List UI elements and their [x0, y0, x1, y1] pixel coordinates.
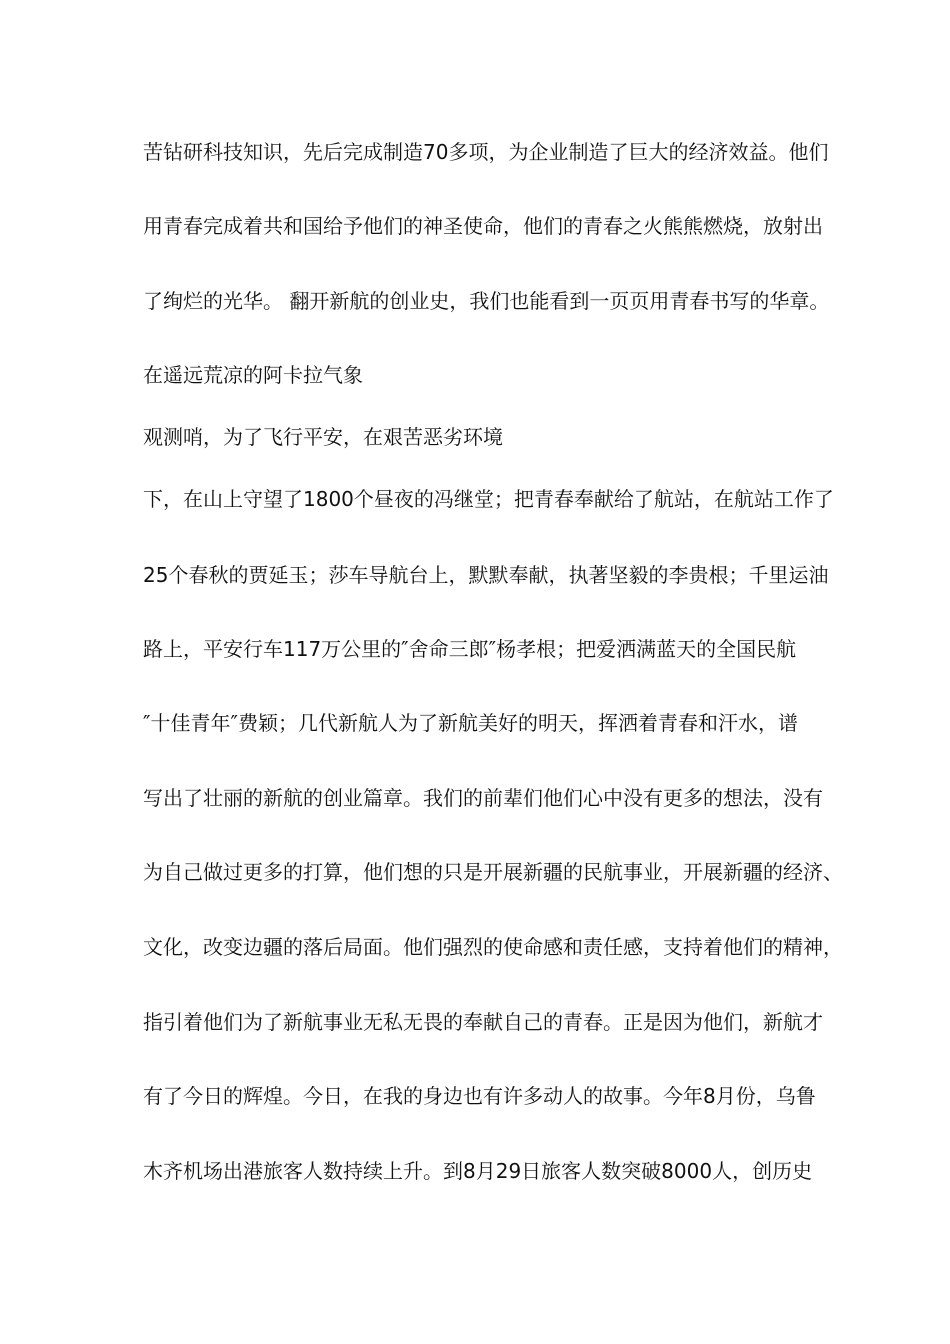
text-line-4: 在遥远荒凉的阿卡拉气象: [143, 363, 363, 387]
text-line-15: 木齐机场出港旅客人数持续上升。到8月29日旅客人数突破8000人，创历史: [143, 1159, 813, 1183]
text-line-2: 用青春完成着共和国给予他们的神圣使命，他们的青春之火熊熊燃烧，放射出: [143, 214, 823, 238]
text-line-10: 写出了壮丽的新航的创业篇章。我们的前辈们他们心中没有更多的想法，没有: [143, 786, 823, 810]
text-line-12: 文化，改变边疆的落后局面。他们强烈的使命感和责任感，支持着他们的精神，: [143, 935, 843, 959]
text-line-11: 为自己做过更多的打算，他们想的只是开展新疆的民航事业，开展新疆的经济、: [143, 860, 843, 884]
text-line-6: 下，在山上守望了1800个昼夜的冯继堂；把青春奉献给了航站，在航站工作了: [143, 487, 834, 511]
text-line-3: 了绚烂的光华。 翻开新航的创业史，我们也能看到一页页用青春书写的华章。: [143, 289, 830, 313]
text-line-13: 指引着他们为了新航事业无私无畏的奉献自己的青春。正是因为他们，新航才: [143, 1010, 823, 1034]
text-line-5: 观测哨，为了飞行平安，在艰苦恶劣环境: [143, 425, 503, 449]
text-line-1: 苦钻研科技知识，先后完成制造70多项，为企业制造了巨大的经济效益。他们: [143, 140, 829, 164]
text-line-7: 25个春秋的贾延玉；莎车导航台上，默默奉献，执著坚毅的李贵根；千里运油: [143, 563, 829, 587]
text-line-14: 有了今日的辉煌。今日，在我的身边也有许多动人的故事。今年8月份，乌鲁: [143, 1084, 816, 1108]
text-line-9: ″十佳青年″费颖；几代新航人为了新航美好的明天，挥洒着青春和汗水，谱: [143, 711, 798, 735]
text-line-8: 路上，平安行车117万公里的″舍命三郎″杨孝根；把爱洒满蓝天的全国民航: [143, 637, 797, 661]
